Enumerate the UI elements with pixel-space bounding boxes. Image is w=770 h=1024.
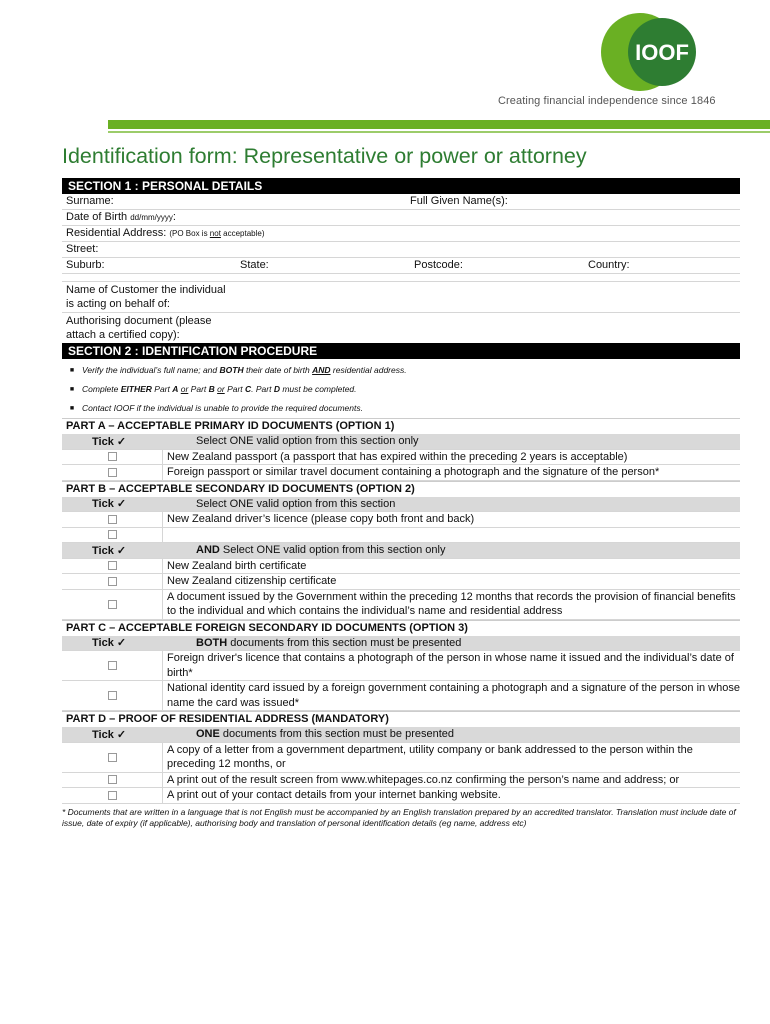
part-b-header-row-2 xyxy=(62,543,740,559)
bullet-icon: ■ xyxy=(69,386,75,393)
checkbox[interactable] xyxy=(108,577,117,586)
auth-doc-label: Authorising document (please attach a certified copy): xyxy=(66,315,212,341)
customer-name-row[interactable] xyxy=(62,282,740,313)
address-row xyxy=(62,226,740,242)
tagline: Creating financial independence since 1846 xyxy=(498,95,716,107)
part-c-instruction: BOTH documents from this section must be presented xyxy=(196,636,462,649)
checkbox[interactable] xyxy=(108,452,117,461)
dob-row xyxy=(62,210,740,226)
checkbox[interactable] xyxy=(108,791,117,800)
checkbox[interactable] xyxy=(108,600,117,609)
dob-colon: : xyxy=(172,211,176,223)
table-row xyxy=(62,651,740,681)
footnote: * Documents that are written in a language that is not English must be accompanied by an English translation prepared by an accredited translator. Translation must include date of issue, date of expiry (if applicable), authorising body and translation of personal identification details (eg name, address etc) xyxy=(62,806,736,828)
state-field[interactable] xyxy=(236,258,410,273)
street-field[interactable] xyxy=(62,242,740,257)
part-b-instruction: Select ONE valid option from this section xyxy=(196,497,396,510)
green-divider-thin xyxy=(108,131,770,133)
table-row xyxy=(62,773,740,789)
table-row xyxy=(62,559,740,575)
tick-label: Tick ✓ xyxy=(92,435,127,448)
dob-field[interactable] xyxy=(62,210,740,225)
checkbox[interactable] xyxy=(108,753,117,762)
address-label-cell xyxy=(62,226,740,241)
part-c-header-row xyxy=(62,636,740,652)
customer-name-label: Name of Customer the individual is acting on behalf of: xyxy=(66,284,226,310)
given-names-field[interactable] xyxy=(406,194,740,209)
section1-heading: SECTION 1 : PERSONAL DETAILS xyxy=(62,178,740,194)
state-label: State: xyxy=(240,259,269,271)
table-row xyxy=(62,590,740,620)
address-note: (PO Box is not acceptable) xyxy=(169,229,265,238)
part-b-instruction-2: AND Select ONE valid option from this section only xyxy=(196,544,446,556)
street-row xyxy=(62,242,740,258)
page-title: Identification form: Representative or power or attorney xyxy=(62,144,587,168)
logo-text: IOOF xyxy=(635,40,689,65)
postcode-field[interactable] xyxy=(410,258,584,273)
table-row xyxy=(62,788,740,804)
suburb-field[interactable] xyxy=(62,258,236,273)
list-item: ■ Contact IOOF if the individual is unable to provide the required documents. xyxy=(62,399,740,418)
option-label: New Zealand passport (a passport that has expired within the preceding 2 years is acceptable) xyxy=(167,450,628,463)
country-field[interactable] xyxy=(584,258,740,273)
dob-label: Date of Birth xyxy=(66,211,128,223)
name-row xyxy=(62,194,740,210)
option-label xyxy=(163,528,740,543)
checkbox[interactable] xyxy=(108,530,117,539)
dob-format: dd/mm/yyyy xyxy=(130,213,173,222)
part-d-header-row xyxy=(62,727,740,743)
table-row xyxy=(62,743,740,773)
part-a-header-row xyxy=(62,434,740,450)
suburb-label: Suburb: xyxy=(66,259,105,271)
option-label: National identity card issued by a foreign government containing a photograph and a signature of the person in whose name the card was issued* xyxy=(167,682,740,709)
identification-form xyxy=(62,178,740,829)
suburb-row xyxy=(62,258,740,274)
list-item: ■ Verify the individual’s full name; and BOTH their date of birth AND residential address. xyxy=(62,361,740,380)
ioof-logo xyxy=(600,12,700,92)
list-item: ■ Complete EITHER Part A or Part B or Part C. Part D must be completed. xyxy=(62,380,740,399)
auth-doc-row[interactable] xyxy=(62,313,740,343)
bullet-icon: ■ xyxy=(69,405,75,412)
option-label: New Zealand driver’s licence (please copy both front and back) xyxy=(167,513,475,525)
procedure-list xyxy=(62,359,740,418)
address-label: Residential Address: xyxy=(66,227,167,239)
tick-label: Tick ✓ xyxy=(92,728,127,741)
option-label: Foreign driver's licence that contains a photograph of the person in whose name it issued and the individual’s date of birth* xyxy=(167,652,734,679)
part-a-instruction: Select ONE valid option from this section only xyxy=(196,435,419,447)
given-names-label: Full Given Name(s): xyxy=(410,195,508,207)
section2-heading: SECTION 2 : IDENTIFICATION PROCEDURE xyxy=(62,343,740,359)
part-b-title: PART B – ACCEPTABLE SECONDARY ID DOCUMENTS (OPTION 2) xyxy=(62,481,740,497)
tick-label: Tick ✓ xyxy=(92,498,127,511)
table-row xyxy=(62,574,740,590)
postcode-label: Postcode: xyxy=(414,259,463,271)
table-row xyxy=(62,465,740,481)
option-label: A copy of a letter from a government department, utility company or bank addressed to the person within the preceding 12 months, or xyxy=(167,743,693,770)
option-label: New Zealand birth certificate xyxy=(167,559,307,572)
table-row xyxy=(62,512,740,528)
checkbox[interactable] xyxy=(108,775,117,784)
surname-field[interactable] xyxy=(62,194,406,209)
part-c-title: PART C – ACCEPTABLE FOREIGN SECONDARY ID DOCUMENTS (OPTION 3) xyxy=(62,620,740,636)
tick-label: Tick ✓ xyxy=(92,544,127,557)
part-b-header-row xyxy=(62,497,740,513)
part-d-instruction: ONE documents from this section must be presented xyxy=(196,728,455,740)
table-row xyxy=(62,528,740,544)
bullet-icon: ■ xyxy=(69,367,75,374)
option-label: A print out of the result screen from www.whitepages.co.nz confirming the person’s name and address; or xyxy=(167,773,680,786)
option-label: A document issued by the Government within the preceding 12 months that records the provision of financial benefits to the individual and which contains the individual’s name and residential address xyxy=(167,590,736,617)
surname-label: Surname: xyxy=(66,195,114,207)
tick-label: Tick ✓ xyxy=(92,637,127,650)
green-divider xyxy=(108,120,770,129)
checkbox[interactable] xyxy=(108,561,117,570)
country-label: Country: xyxy=(588,259,630,271)
checkbox[interactable] xyxy=(108,515,117,524)
street-label: Street: xyxy=(66,243,99,255)
option-label: Foreign passport or similar travel document containing a photograph and the signature of the person* xyxy=(167,466,660,478)
logo-mark xyxy=(600,12,700,92)
checkbox[interactable] xyxy=(108,468,117,477)
checkbox[interactable] xyxy=(108,691,117,700)
option-label: A print out of your contact details from your internet banking website. xyxy=(167,789,501,801)
part-d-title: PART D – PROOF OF RESIDENTIAL ADDRESS (MANDATORY) xyxy=(62,711,740,727)
checkbox[interactable] xyxy=(108,661,117,670)
option-label: New Zealand citizenship certificate xyxy=(167,575,337,587)
spacer-row xyxy=(62,274,740,282)
table-row xyxy=(62,450,740,466)
part-a-title: PART A – ACCEPTABLE PRIMARY ID DOCUMENTS (OPTION 1) xyxy=(62,418,740,434)
table-row xyxy=(62,681,740,711)
